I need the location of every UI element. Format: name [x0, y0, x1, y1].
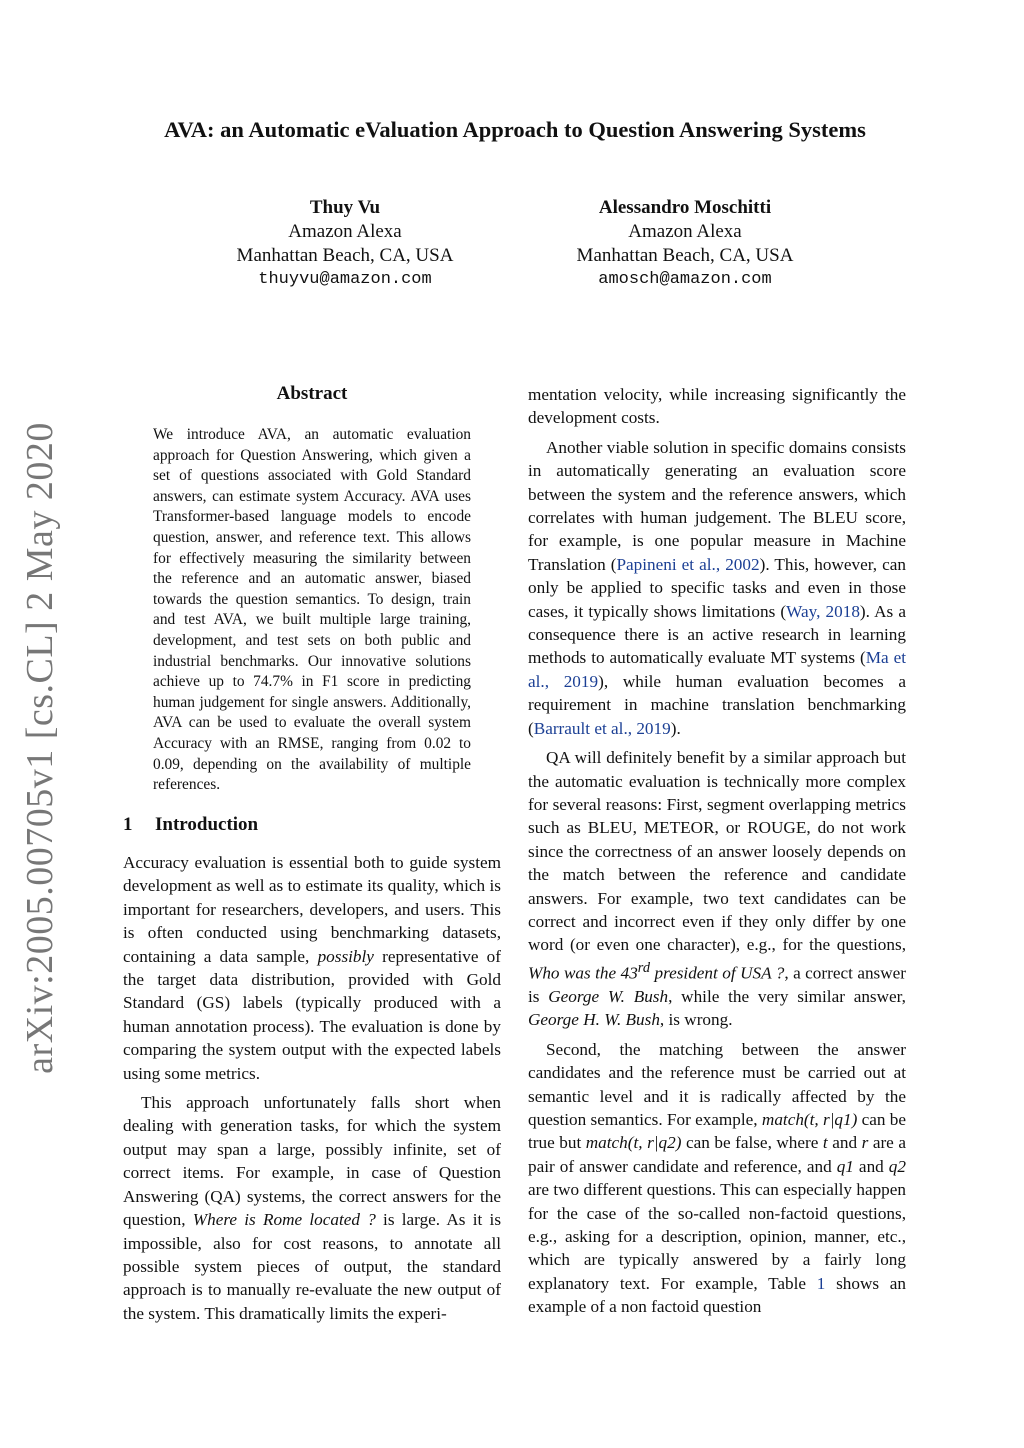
- citation-link[interactable]: Barrault et al., 2019: [533, 718, 671, 738]
- paper-title: AVA: an Automatic eValuation Approach to Question Answering Systems: [164, 117, 866, 142]
- text-run: is large. As it is impossible, also for cost reasons, to annotate all possible system pieces of output, the standard approach is to manually re-evaluate the new output of the system. This dramatically limits the experi-: [123, 1210, 502, 1323]
- text-run: This approach unfortunately falls short when dealing with generation tasks, for which the system output may span a large, possibly infinite, set of correct items. For example, in case of Question Answering (QA) systems, the correct answers for the question,: [123, 1093, 501, 1230]
- author-email[interactable]: amosch@amazon.com: [598, 270, 772, 289]
- section-number: 1: [123, 814, 133, 835]
- text-run: ).: [670, 718, 681, 738]
- citation-link[interactable]: Ma et al., 2019: [528, 648, 906, 691]
- author-name: Alessandro Moschitti: [598, 197, 772, 218]
- text-run: can be false, where: [681, 1133, 823, 1153]
- table-reference-link[interactable]: 1: [816, 1273, 826, 1293]
- superscript-text: rd: [637, 959, 651, 976]
- text-run: are a pair of answer candidate and reference, and: [528, 1133, 906, 1176]
- right-column: [528, 383, 906, 1319]
- citation-link[interactable]: Way, 2018: [786, 601, 860, 621]
- text-run: QA will definitely benefit by a similar approach but the automatic evaluation is technically more complex for several reasons: First, segment overlapping metrics such as BLEU, METEOR, or ROUGE, do not work since the correctness of an answer loosely depends on the match between the reference and candidate answers. For example, two text candidates can be correct and incorrect even if they only differ by one word (or even one character), e.g., for the questions,: [528, 748, 906, 955]
- text-run: ), while human evaluation becomes a requirement in machine translation benchmarking (: [528, 671, 906, 738]
- text-run: are two different questions. This can especially happen for the case of the so-called non-factoid questions, e.g., asking for a description, opinion, manner, etc., which are typically answered by a fairly long explanatory text. For example, Table: [528, 1180, 906, 1293]
- math-expression: match(t, r|q2): [585, 1133, 682, 1153]
- math-symbol: t: [822, 1133, 828, 1153]
- abstract-text: We introduce AVA, an automatic evaluation approach for Question Answering, which given a set of questions associated with Gold Standard answers, can estimate system Accuracy. AVA uses Transformer-based language models to encode question, answer, and reference text. This allows for effectively measuring the similarity between the reference and an automatic answer, biased towards the question semantics. To design, train and test AVA, we built multiple large training, development, and test sets on both public and industrial benchmarks. Our innovative solutions achieve up to 74.7% in F1 score in predicting human judgement for single answers. Additionally, AVA can be used to evaluate the overall system Accuracy with an RMSE, ranging from 0.02 to 0.09, depending on the availability of multiple references.: [153, 426, 471, 794]
- emphasis-text: Where is Rome located ?: [192, 1210, 376, 1230]
- text-run: representative of the target data distribution, provided with Gold Standard (GS) labels (typically produced with a human annotation process). The evaluation is done by comparing the system output with the expected labels using some metrics.: [123, 946, 501, 1083]
- intro-paragraph-2: [123, 1091, 501, 1325]
- text-run: Another viable solution in specific domains consists in automatically generating an evaluation score between the system and the reference answers, which correlates with human judgement. The BLEU score, for example, is one popular measure in Machine Translation (: [528, 437, 906, 574]
- math-symbol: q2: [888, 1156, 906, 1176]
- text-run: ). As a consequence there is an active research in learning methods to automatically evaluate MT systems (: [528, 601, 906, 668]
- author-email[interactable]: thuyvu@amazon.com: [258, 270, 432, 289]
- emphasis-text: George W. Bush: [548, 986, 669, 1006]
- text-run: ). This, however, can only be applied to specific tasks and even in those cases, it typically shows limitations (: [528, 554, 906, 621]
- intro-paragraph-4: [528, 746, 906, 1032]
- emphasis-text: president of USA ?: [654, 963, 785, 983]
- math-symbol: q1: [836, 1156, 854, 1176]
- text-run: and: [827, 1133, 862, 1153]
- left-column: [123, 851, 501, 1325]
- author-affiliation: Amazon Alexa: [288, 221, 402, 242]
- intro-paragraph-3: [528, 436, 906, 740]
- author-location: Manhattan Beach, CA, USA: [236, 245, 454, 266]
- text-run: can be true but: [528, 1109, 906, 1153]
- author-name: Thuy Vu: [309, 197, 381, 218]
- text-run: Accuracy evaluation is essential both to guide system development as well as to estimate its quality, which is important for researchers, developers, and users. This is often conducted using benchmarking datasets, containing a data sample,: [123, 853, 501, 966]
- citation-link[interactable]: Papineni et al., 2002: [616, 554, 760, 574]
- text-run: , is wrong.: [659, 1010, 733, 1030]
- emphasis-text: George H. W. Bush: [528, 1010, 660, 1030]
- author-affiliation: Amazon Alexa: [628, 221, 742, 242]
- author-location: Manhattan Beach, CA, USA: [576, 245, 794, 266]
- math-symbol: r: [861, 1133, 869, 1153]
- continued-paragraph: mentation velocity, while increasing significantly the development costs.: [528, 385, 906, 428]
- author-block-1: [185, 196, 505, 292]
- abstract-heading: Abstract: [276, 383, 348, 404]
- text-run: Second, the matching between the answer candidates and the reference must be carried out at semantic level and it is radically affected by the question semantics. For example,: [528, 1039, 906, 1129]
- author-block-2: [525, 196, 845, 292]
- text-run: , while the very similar answer,: [668, 986, 906, 1006]
- math-expression: match(t, r|q1): [761, 1109, 858, 1129]
- section-title: Introduction: [155, 814, 259, 835]
- arxiv-identifier: arXiv:2005.00705v1 [cs.CL] 2 May 2020: [19, 422, 61, 1074]
- section-heading: [123, 814, 503, 836]
- text-run: , a correct answer is: [528, 963, 906, 1006]
- intro-paragraph-5: [528, 1038, 906, 1319]
- emphasis-text: Who was the 43: [528, 963, 638, 983]
- text-run: shows an example of a non factoid question: [528, 1273, 907, 1317]
- emphasis-text: possibly: [317, 946, 374, 966]
- text-run: and: [853, 1156, 889, 1176]
- arxiv-sidebar: [18, 422, 62, 1074]
- intro-paragraph-1: [123, 851, 501, 1085]
